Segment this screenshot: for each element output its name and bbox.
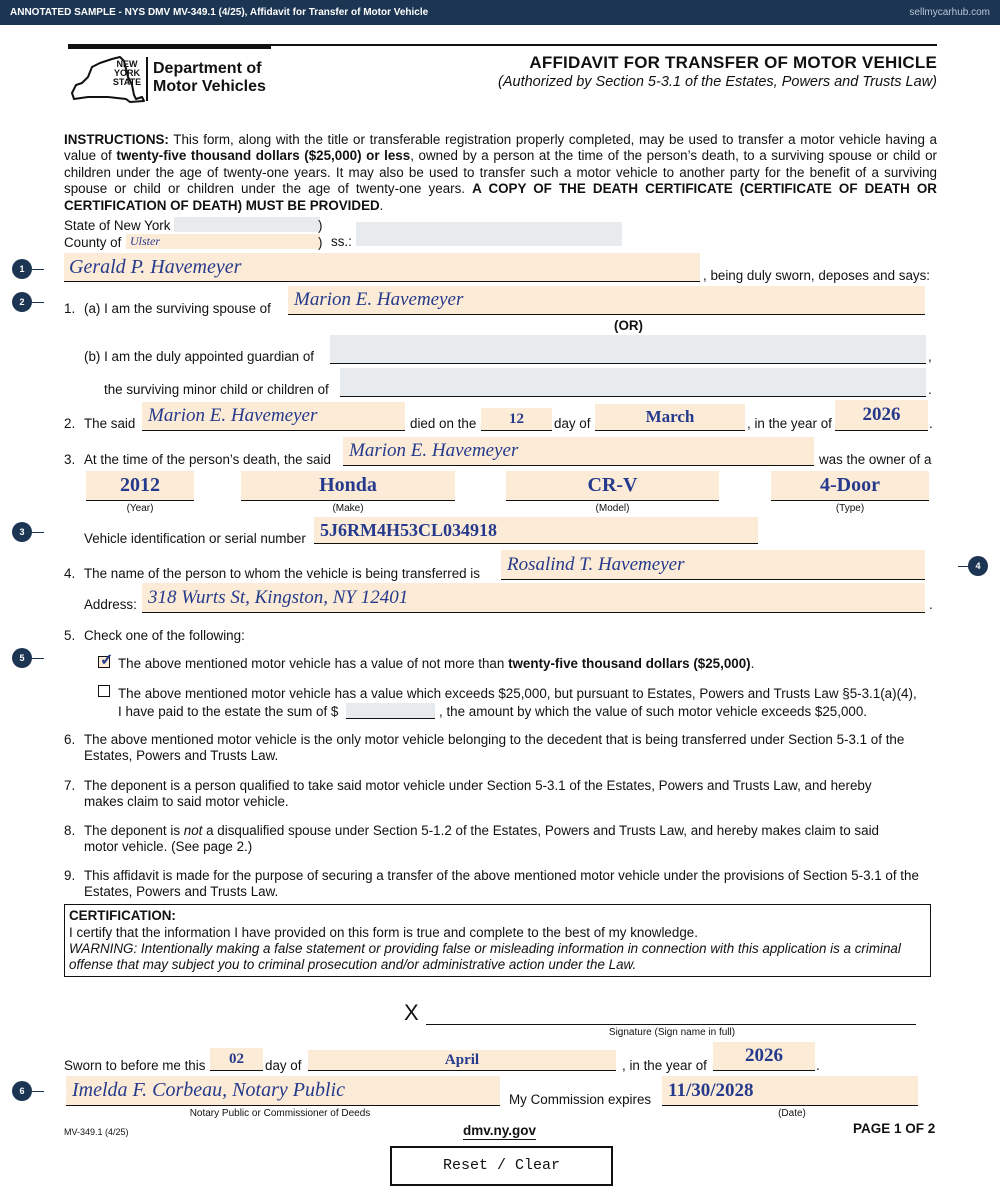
commission-date-field[interactable]: 11/30/2028 xyxy=(662,1076,918,1105)
vin-label: Vehicle identification or serial number xyxy=(84,531,306,546)
vehicle-type-underline xyxy=(771,500,929,501)
annotation-badge-5: 5 xyxy=(12,648,32,668)
minor-child-period: . xyxy=(928,382,932,397)
item8-number: 8. xyxy=(64,823,76,838)
sworn-before-label: Sworn to before me this xyxy=(64,1058,206,1073)
transferee-label: The name of the person to whom the vehicle is being transferred is xyxy=(84,566,480,581)
checkmark-icon: ✓ xyxy=(100,652,114,669)
amount-paid-underline xyxy=(346,718,435,719)
day-of-label: day of xyxy=(554,416,591,431)
annotation-badge-4: 4 xyxy=(968,556,988,576)
county-field[interactable]: Ulster xyxy=(126,234,320,249)
annotation-badge-2: 2 xyxy=(12,292,32,312)
state-label: State of New York xyxy=(64,218,171,233)
death-month-field[interactable]: March xyxy=(595,404,745,430)
value-under-25000-checkbox[interactable] xyxy=(98,652,114,669)
form-id: MV-349.1 (4/25) xyxy=(64,1127,129,1137)
option1-text-bold: twenty-five thousand dollars ($25,000) xyxy=(508,656,751,671)
state-field[interactable] xyxy=(174,217,323,233)
header-rule-thin xyxy=(271,44,937,46)
logo-state-line-2: YORK xyxy=(113,68,140,78)
annotation-connector-1 xyxy=(32,269,44,270)
annotation-connector-2 xyxy=(32,302,44,303)
annotation-connector-5 xyxy=(32,658,44,659)
notary-name-underline xyxy=(66,1105,500,1106)
item6-text: The above mentioned motor vehicle is the only motor vehicle belonging to the decedent that is being transferred under Section 5-3.1 of the Estates, Powers and Trusts Law. xyxy=(84,732,905,764)
signature-field[interactable] xyxy=(426,996,916,1024)
item1b-label: (b) I am the duly appointed guardian of xyxy=(84,349,315,364)
item7-text: The deponent is a person qualified to take said motor vehicle under Section 5-3.1 of the Estates, Powers and Trusts Law, and hereby makes claim to said motor vehicle. xyxy=(84,778,872,810)
logo-divider xyxy=(146,57,148,101)
header-rule-thick xyxy=(68,44,271,49)
notary-year-underline xyxy=(713,1070,815,1071)
annotation-badge-1: 1 xyxy=(12,259,32,279)
reset-clear-button[interactable]: Reset / Clear xyxy=(390,1146,613,1186)
instructions-text-3: . xyxy=(379,197,384,213)
banner-site-link[interactable]: sellmycarhub.com xyxy=(909,7,990,18)
notary-month-field[interactable]: April xyxy=(308,1050,616,1070)
guardian-of-field[interactable] xyxy=(330,335,926,363)
death-year-underline xyxy=(835,430,928,431)
or-label: (OR) xyxy=(614,318,644,333)
option1-text-end: . xyxy=(750,656,755,671)
option2-line2b: , the amount by which the value of such motor vehicle exceeds $25,000. xyxy=(439,704,868,719)
item8-text-post: a disqualified spouse under Section 5-1.2 of the Estates, Powers and Trusts Law, and hereby makes claim to said motor vehicle. (See page 2.) xyxy=(84,823,879,855)
item2-period: . xyxy=(929,416,933,431)
death-day-field[interactable]: 12 xyxy=(481,408,552,430)
instructions-bold-2: A COPY OF THE DEATH CERTIFICATE (CERTIFICATE OF DEATH OR CERTIFICATION OF DEATH) MUST BE PROVIDED xyxy=(64,181,937,213)
item1a-label: (a) I am the surviving spouse of xyxy=(84,301,271,316)
signature-x-mark: X xyxy=(404,1000,419,1025)
item1b-comma: , xyxy=(928,349,932,364)
owner-name-underline xyxy=(343,465,814,466)
value-over-25000-checkbox[interactable] xyxy=(98,685,110,697)
deponent-name-field[interactable]: Gerald P. Havemeyer xyxy=(64,253,700,281)
notary-name-caption: Notary Public or Commissioner of Deeds xyxy=(189,1108,371,1119)
notary-name-field[interactable]: Imelda F. Corbeau, Notary Public xyxy=(66,1076,500,1105)
instructions-text-1: This form, along with the title or transferable registration properly completed, may be used to transfer a motor vehicle having a value of xyxy=(64,132,937,164)
commission-date-underline xyxy=(662,1105,918,1106)
vehicle-model-field[interactable]: CR-V xyxy=(506,471,719,500)
commission-label: My Commission expires xyxy=(509,1092,652,1107)
vehicle-make-underline xyxy=(241,500,455,501)
signature-caption: Signature (Sign name in full) xyxy=(608,1027,736,1038)
item2-name-underline xyxy=(142,430,405,431)
year-caption: (Year) xyxy=(126,503,154,514)
notary-day-field[interactable]: 02 xyxy=(210,1048,263,1070)
minor-child-underline xyxy=(340,396,926,397)
transferee-name-field[interactable]: Rosalind T. Havemeyer xyxy=(501,550,925,579)
logo-state-line-3: STATE xyxy=(112,77,142,87)
county-label: County of xyxy=(64,235,122,250)
year-of-label: , in the year of xyxy=(747,416,832,431)
option1-text-main: The above mentioned motor vehicle has a value of not more than xyxy=(118,656,509,671)
address-underline xyxy=(142,612,925,613)
vehicle-make-field[interactable]: Honda xyxy=(241,471,455,500)
vin-underline xyxy=(314,543,758,544)
logo-state-text xyxy=(110,60,144,87)
item1a-underline xyxy=(288,314,925,315)
died-on-label: died on the xyxy=(410,416,477,431)
item4-number: 4. xyxy=(64,566,76,581)
address-label: Address: xyxy=(84,597,137,612)
minor-child-of-field[interactable] xyxy=(340,368,926,396)
ss-field[interactable] xyxy=(356,222,622,246)
item1-number: 1. xyxy=(64,301,76,316)
annotation-badge-3: 3 xyxy=(12,522,32,542)
item8-text-pre: The deponent is xyxy=(84,823,184,838)
item7-number: 7. xyxy=(64,778,76,793)
logo-department-name: Department of Motor Vehicles xyxy=(153,60,266,95)
address-period: . xyxy=(929,597,933,612)
model-caption: (Model) xyxy=(595,503,630,514)
owner-of-label: was the owner of a xyxy=(819,452,932,467)
owner-name-field[interactable]: Marion E. Havemeyer xyxy=(343,437,814,465)
item5-number: 5. xyxy=(64,628,76,643)
annotation-connector-6 xyxy=(32,1091,44,1092)
notary-day-underline xyxy=(210,1070,263,1071)
notary-period: . xyxy=(816,1058,820,1073)
transferee-underline xyxy=(501,579,925,580)
annotation-connector-3 xyxy=(32,532,44,533)
item8-text-emphasis: not xyxy=(183,823,203,838)
instructions-bold-1: twenty-five thousand dollars ($25,000) or less xyxy=(116,148,411,164)
instructions-paragraph xyxy=(64,132,937,214)
certification-warning: WARNING: Intentionally making a false statement or providing false or misleading information in connection with this application is a criminal offense that may subject you to criminal prosecution and/or administrative action under the Law. xyxy=(69,941,901,973)
certification-heading: CERTIFICATION: xyxy=(69,908,176,923)
ss-label: ss.: xyxy=(331,234,352,249)
option2-line2a: I have paid to the estate the sum of $ xyxy=(118,704,339,719)
surviving-spouse-of-field[interactable]: Marion E. Havemeyer xyxy=(288,286,925,314)
vehicle-year-underline xyxy=(86,500,194,501)
minor-child-label: the surviving minor child or children of xyxy=(104,382,329,397)
logo-state-line-1: NEW xyxy=(116,59,138,69)
signature-underline xyxy=(426,1024,916,1025)
transferee-address-field[interactable]: 318 Wurts St, Kingston, NY 12401 xyxy=(142,583,925,612)
notary-month-underline xyxy=(308,1070,616,1071)
form-title: AFFIDAVIT FOR TRANSFER OF MOTOR VEHICLE xyxy=(529,53,937,72)
annotation-banner xyxy=(0,0,1000,25)
notary-year-label: , in the year of xyxy=(622,1058,707,1073)
item1b-underline xyxy=(330,363,926,364)
annotation-badge-6: 6 xyxy=(12,1081,32,1101)
date-caption: (Date) xyxy=(778,1108,806,1119)
death-year-field[interactable]: 2026 xyxy=(835,400,928,430)
said-label: The said xyxy=(84,416,136,431)
type-caption: (Type) xyxy=(835,503,865,514)
item5-label: Check one of the following: xyxy=(84,628,245,643)
vehicle-year-field[interactable]: 2012 xyxy=(86,471,194,500)
venue-paren-1: ) xyxy=(318,218,323,233)
item9-text: This affidavit is made for the purpose of securing a transfer of the above mentioned motor vehicle under the provisions of Section 5-3.1 of the Estates, Powers and Trusts Law. xyxy=(84,868,919,900)
death-day-underline xyxy=(481,430,552,431)
instructions-lead: INSTRUCTIONS: xyxy=(64,132,169,147)
item3-number: 3. xyxy=(64,452,76,467)
instructions-text-2: , owned by a person at the time of the person’s death, to a surviving spouse or child or children under the age of twenty-one years. It may also be used to transfer such a motor vehicle to another party for the benefit of a surviving spouse or child or children under the age of twenty-one years. xyxy=(64,148,937,197)
item8-text xyxy=(84,823,914,856)
deponent-underline xyxy=(64,281,700,282)
item3-label: At the time of the person’s death, the said xyxy=(84,452,331,467)
banner-title: ANNOTATED SAMPLE - NYS DMV MV-349.1 (4/25), Affidavit for Transfer of Motor Vehicle xyxy=(10,7,429,18)
item9-number: 9. xyxy=(64,868,76,883)
item2-number: 2. xyxy=(64,416,76,431)
notary-day-of-label: day of xyxy=(265,1058,302,1073)
vehicle-type-field[interactable]: 4-Door xyxy=(771,471,929,500)
amount-paid-field[interactable] xyxy=(346,703,435,718)
option1-text xyxy=(118,656,754,671)
venue-paren-2: ) xyxy=(318,235,323,250)
vehicle-model-underline xyxy=(506,500,719,501)
notary-year-field[interactable]: 2026 xyxy=(713,1042,815,1070)
death-month-underline xyxy=(595,430,745,431)
footer-site-link[interactable]: dmv.ny.gov xyxy=(463,1123,537,1138)
item6-number: 6. xyxy=(64,732,76,747)
sworn-text: , being duly sworn, deposes and says: xyxy=(703,268,931,283)
deceased-name-field[interactable]: Marion E. Havemeyer xyxy=(142,402,405,430)
make-caption: (Make) xyxy=(332,503,364,514)
certification-text: I certify that the information I have provided on this form is true and complete to the best of my knowledge. xyxy=(69,925,698,940)
certification-box xyxy=(64,904,931,977)
vin-field[interactable]: 5J6RM4H53CL034918 xyxy=(314,517,758,543)
form-subtitle: (Authorized by Section 5-3.1 of the Estates, Powers and Trusts Law) xyxy=(498,74,937,90)
page-number: PAGE 1 OF 2 xyxy=(853,1121,936,1136)
option2-line1: The above mentioned motor vehicle has a value which exceeds $25,000, but pursuant to Estates, Powers and Trusts Law §5-3.1(a)(4), xyxy=(118,686,917,701)
